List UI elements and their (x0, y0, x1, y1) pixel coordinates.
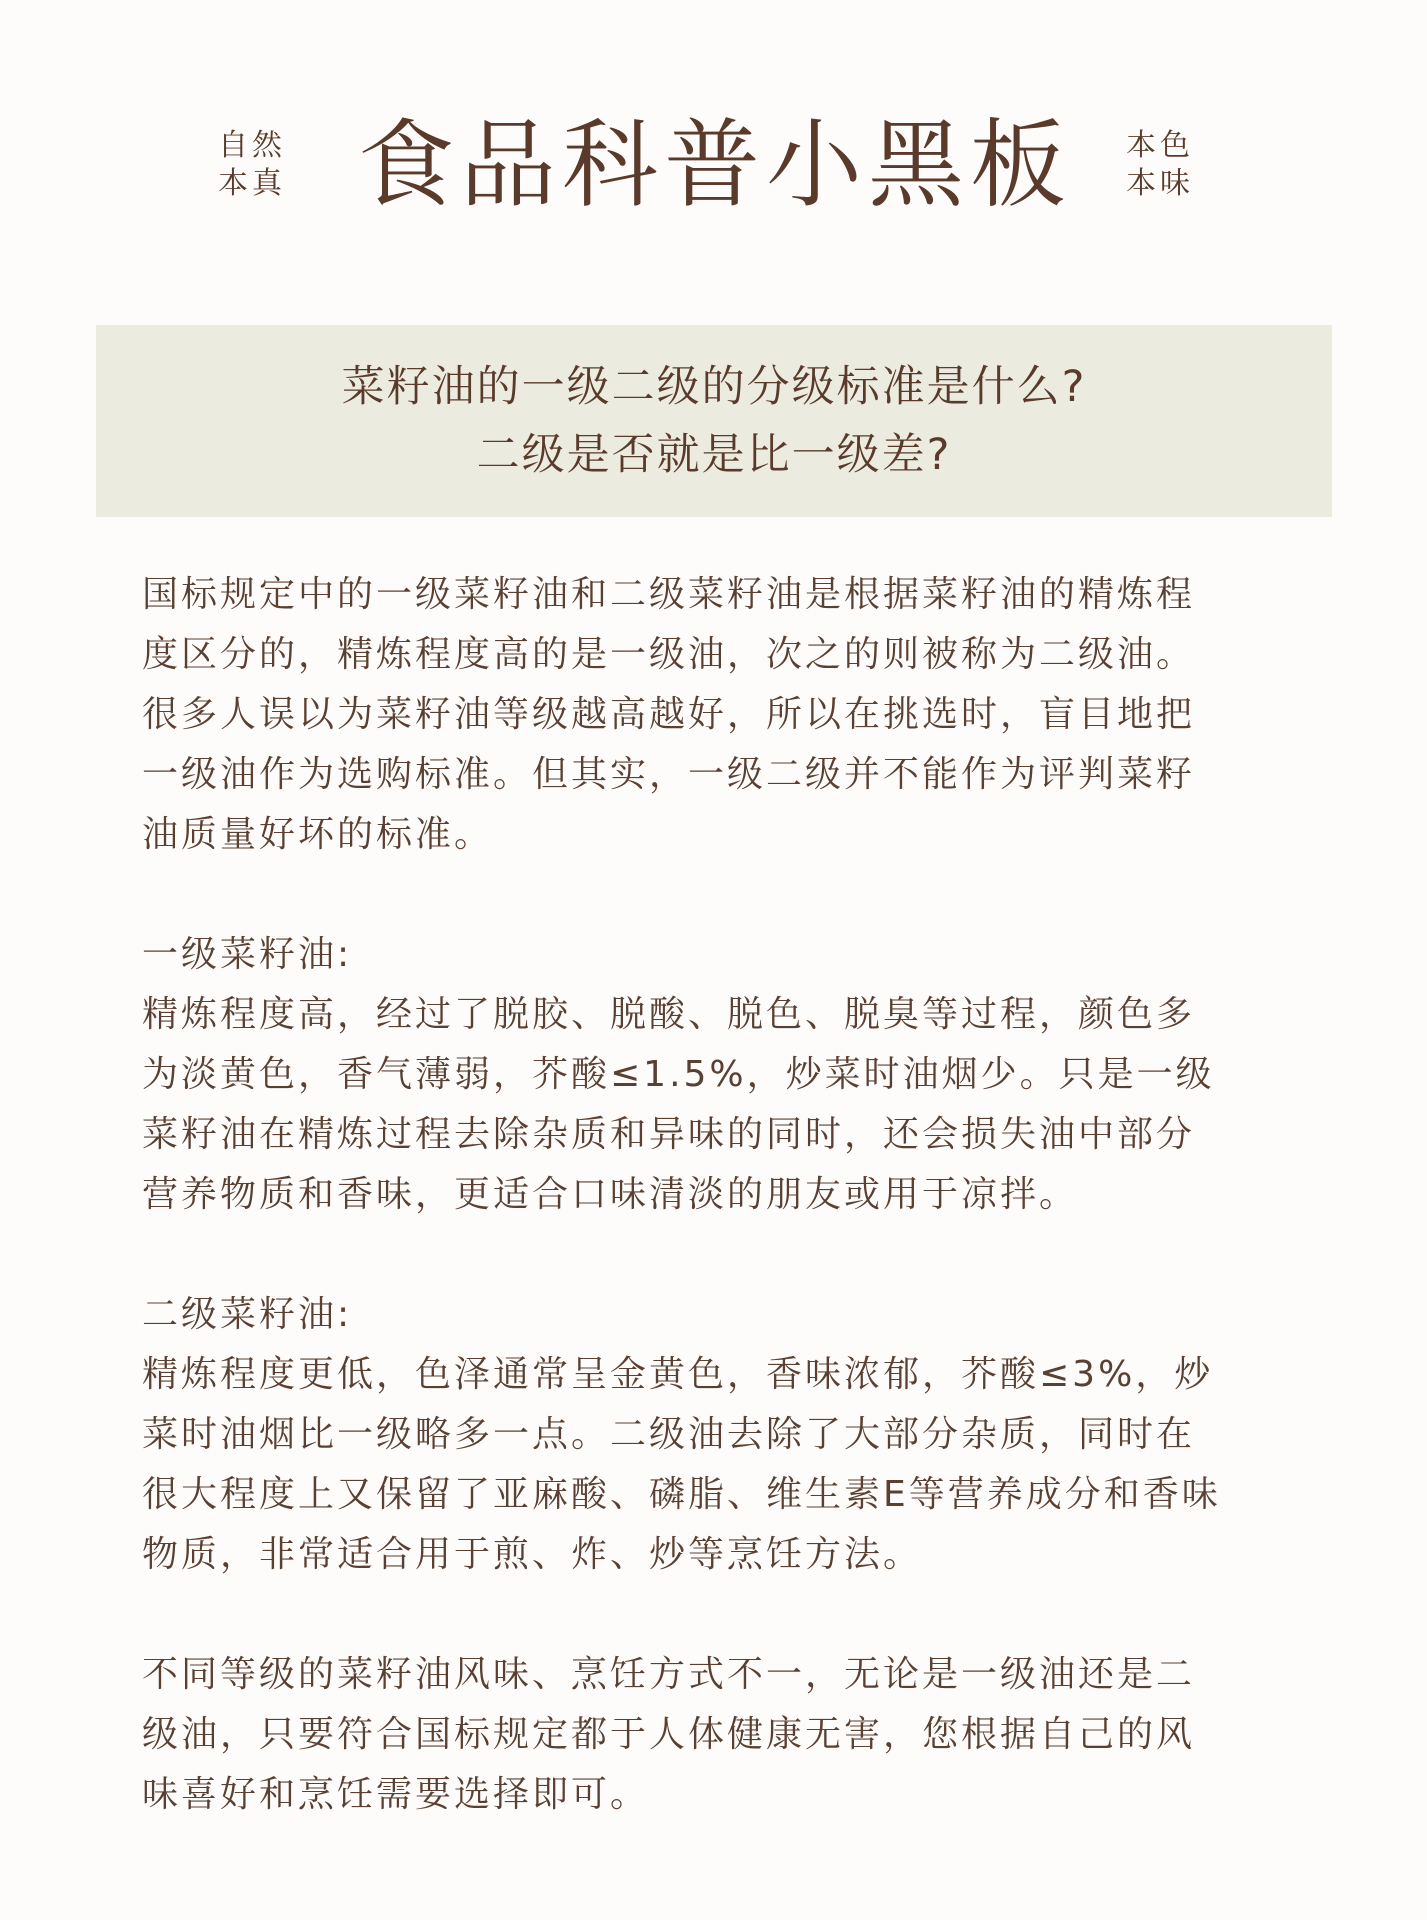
header-left-tag-line: 自然 (218, 128, 286, 163)
question-line-1: 菜籽油的一级二级的分级标准是什么? (341, 362, 1087, 412)
conclusion-paragraph (142, 1645, 1292, 1825)
paragraph-line: 菜籽油在精炼过程去除杂质和异味的同时，还会损失油中部分 (142, 1114, 1196, 1155)
header-left-tag (218, 127, 286, 203)
grade2-section (142, 1285, 1292, 1585)
page-title: 食品科普小黑板 (358, 109, 1072, 221)
paragraph-line: 为淡黄色，香气薄弱，芥酸≤1.5%，炒菜时油烟少。只是一级 (142, 1054, 1215, 1095)
intro-paragraph (142, 565, 1292, 865)
spacer (142, 1225, 1292, 1285)
header (0, 105, 1427, 225)
question-banner (96, 325, 1332, 517)
paragraph-line: 国标规定中的一级菜籽油和二级菜籽油是根据菜籽油的精炼程 (142, 574, 1196, 615)
section-heading: 二级菜籽油: (142, 1294, 353, 1335)
spacer (142, 865, 1292, 925)
paragraph-line: 精炼程度高，经过了脱胶、脱酸、脱色、脱臭等过程，颜色多 (142, 994, 1196, 1035)
paragraph-line: 不同等级的菜籽油风味、烹饪方式不一，无论是一级油还是二 (142, 1654, 1196, 1695)
paragraph-line: 油质量好坏的标准。 (142, 814, 494, 855)
header-right-tag-line: 本色 (1126, 128, 1194, 163)
paragraph-line: 度区分的，精炼程度高的是一级油，次之的则被称为二级油。 (142, 634, 1196, 675)
paragraph-line: 营养物质和香味，更适合口味清淡的朋友或用于凉拌。 (142, 1174, 1079, 1215)
paragraph-line: 菜时油烟比一级略多一点。二级油去除了大部分杂质，同时在 (142, 1414, 1196, 1455)
header-left-tag-line: 本真 (218, 166, 286, 201)
spacer (142, 1585, 1292, 1645)
paragraph-line: 一级油作为选购标准。但其实，一级二级并不能作为评判菜籽 (142, 754, 1196, 795)
paragraph-line: 很多人误以为菜籽油等级越高越好，所以在挑选时，盲目地把 (142, 694, 1196, 735)
paragraph-line: 级油，只要符合国标规定都于人体健康无害，您根据自己的风 (142, 1714, 1196, 1755)
header-right-tag (1126, 127, 1194, 203)
paragraph-line: 味喜好和烹饪需要选择即可。 (142, 1774, 650, 1815)
paragraph-line: 很大程度上又保留了亚麻酸、磷脂、维生素E等营养成分和香味 (142, 1474, 1221, 1515)
grade1-section (142, 925, 1292, 1225)
question-line-2: 二级是否就是比一级差? (476, 430, 952, 480)
section-heading: 一级菜籽油: (142, 934, 353, 975)
paragraph-line: 精炼程度更低，色泽通常呈金黄色，香味浓郁，芥酸≤3%，炒 (142, 1354, 1214, 1395)
paragraph-line: 物质，非常适合用于煎、炸、炒等烹饪方法。 (142, 1534, 923, 1575)
article-body (142, 565, 1292, 1825)
header-right-tag-line: 本味 (1126, 166, 1194, 201)
